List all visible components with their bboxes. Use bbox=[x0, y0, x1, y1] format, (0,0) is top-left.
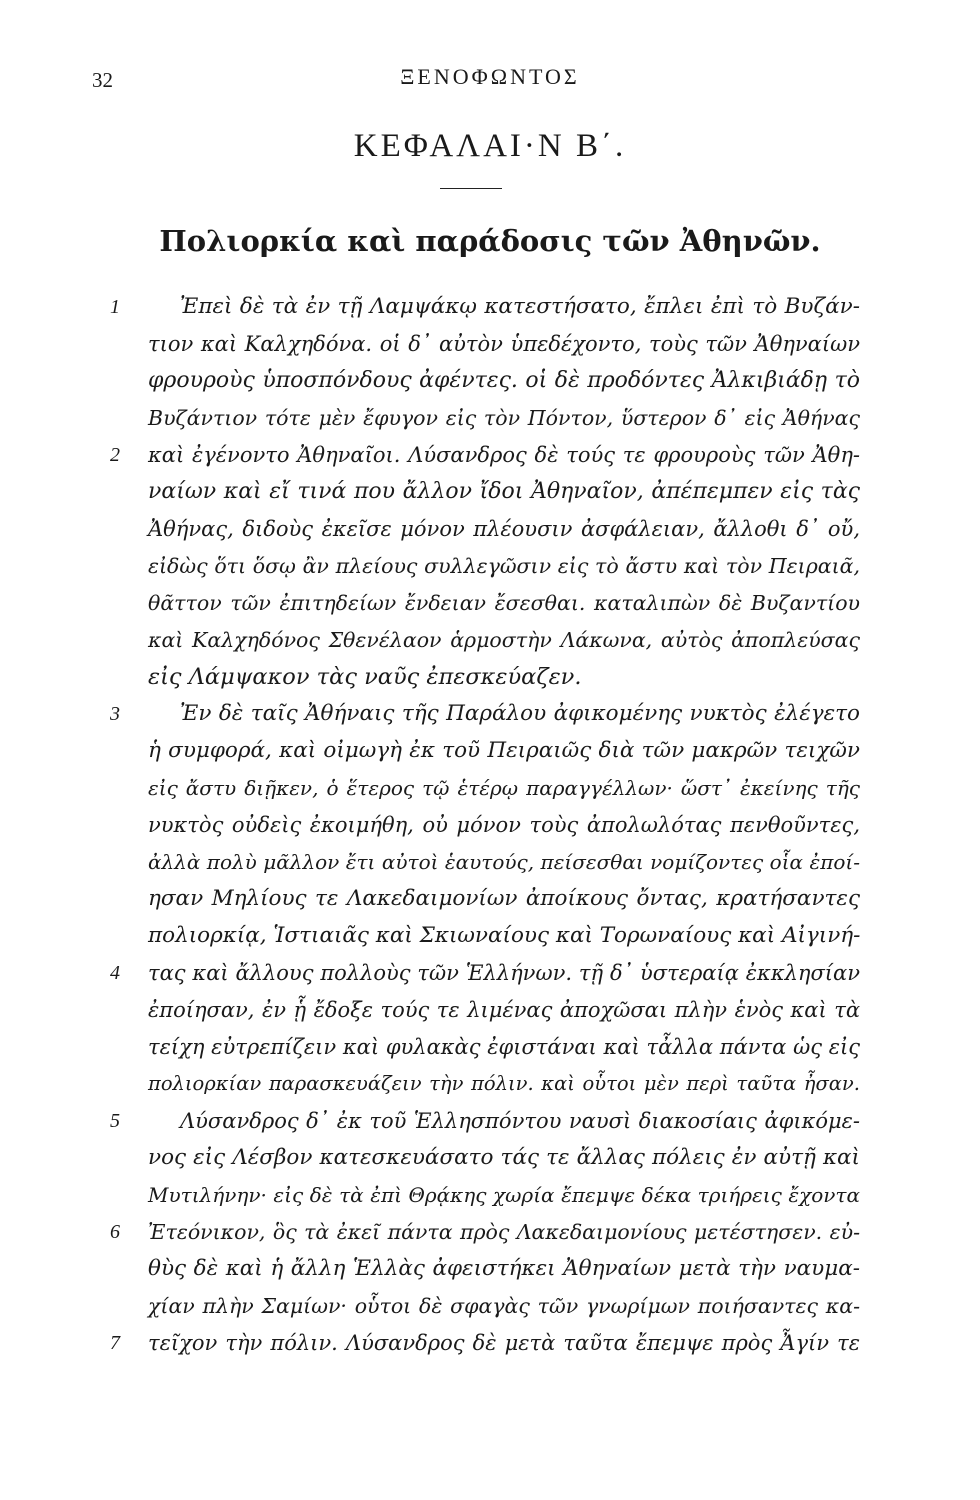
text-line: πολιορκίαν παρασκευάζειν τὴν πόλιν. καὶ οὗτοι μὲν περὶ ταῦτα ἦσαν. bbox=[148, 1072, 860, 1095]
text-line: Λύσανδρος δ᾽ ἐκ τοῦ Ἑλλησπόντου ναυσὶ διακοσίαις ἀφικόμε- bbox=[180, 1109, 860, 1133]
section-number: 4 bbox=[110, 962, 120, 984]
text-line: ἐποίησαν, ἐν ᾗ ἔδοξε τούς τε λιμένας ἀποχῶσαι πλὴν ἑνὸς καὶ τὰ bbox=[148, 998, 860, 1022]
section-number: 1 bbox=[110, 296, 120, 318]
text-line: θὺς δὲ καὶ ἡ ἄλλη Ἑλλὰς ἀφειστήκει Ἀθηναίων μετὰ τὴν ναυμα- bbox=[148, 1256, 860, 1281]
page-number: 32 bbox=[92, 68, 113, 92]
text-line: εἰς Λάμψακον τὰς ναῦς ἐπεσκεύαζεν. bbox=[148, 664, 582, 690]
text-line: νος εἰς Λέσβον κατεσκευάσατο τάς τε ἄλλας πόλεις ἐν αὐτῇ καὶ bbox=[148, 1145, 860, 1170]
text-line: Ἐπεὶ δὲ τὰ ἐν τῇ Λαμψάκῳ κατεστήσατο, ἔπλει ἐπὶ τὸ Βυζάν- bbox=[180, 294, 860, 319]
text-line: ναίων καὶ εἴ τινά που ἄλλον ἴδοι Ἀθηναῖον, ἀπέπεμπεν εἰς τὰς bbox=[148, 479, 860, 504]
text-line: τιον καὶ Καλχηδόνα. οἱ δ᾽ αὐτὸν ὑπεδέχοντο, τοὺς τῶν Ἀθηναίων bbox=[148, 332, 860, 356]
section-heading: Πολιορκία καὶ παράδοσις τῶν Ἀθηνῶν. bbox=[159, 224, 821, 258]
section-number: 3 bbox=[110, 703, 120, 725]
text-line: Ἐτεόνικον, ὃς τὰ ἐκεῖ πάντα πρὸς Λακεδαιμονίους μετέστησεν. εὐ- bbox=[148, 1220, 860, 1244]
text-line: Ἐν δὲ ταῖς Ἀθήναις τῆς Παράλου ἀφικομένης νυκτὸς ἐλέγετο bbox=[180, 701, 860, 726]
text-line: Μυτιλήνην· εἰς δὲ τὰ ἐπὶ Θρᾴκης χωρία ἔπεμψε δέκα τριήρεις ἔχοντα bbox=[148, 1183, 860, 1207]
text-line: ἀλλὰ πολὺ μᾶλλον ἔτι αὐτοὶ ἑαυτούς, πείσεσθαι νομίζοντες οἷα ἐποί- bbox=[148, 850, 860, 874]
section-number: 2 bbox=[110, 444, 120, 466]
text-line: νυκτὸς οὐδεὶς ἐκοιμήθη, οὐ μόνον τοὺς ἀπολωλότας πενθοῦντες, bbox=[148, 813, 860, 837]
text-line: θᾶττον τῶν ἐπιτηδείων ἔνδειαν ἔσεσθαι. καταλιπὼν δὲ Βυζαντίου bbox=[148, 591, 860, 615]
text-line: τείχη εὐτρεπίζειν καὶ φυλακὰς ἐφιστάναι καὶ τἆλλα πάντα ὡς εἰς bbox=[148, 1035, 860, 1059]
text-line: χίαν πλὴν Σαμίων· οὗτοι δὲ σφαγὰς τῶν γνωρίμων ποιήσαντες κα- bbox=[148, 1294, 860, 1318]
running-head: ΞΕΝΟΦΩΝΤΟΣ bbox=[400, 64, 580, 89]
text-line: τεῖχον τὴν πόλιν. Λύσανδρος δὲ μετὰ ταῦτα ἔπεμψε πρὸς Ἆγίν τε bbox=[148, 1331, 860, 1355]
text-line: τας καὶ ἄλλους πολλοὺς τῶν Ἑλλήνων. τῇ δ᾽ ὑστεραίᾳ ἐκκλησίαν bbox=[148, 961, 860, 985]
text-line: καὶ Καλχηδόνος Σθενέλαον ἁρμοστὴν Λάκωνα, αὐτὸς ἀποπλεύσας bbox=[148, 628, 860, 652]
section-number: 6 bbox=[110, 1221, 120, 1243]
section-number: 5 bbox=[110, 1110, 120, 1132]
text-line: πολιορκίᾳ, Ἱστιαιᾶς καὶ Σκιωναίους καὶ Τορωναίους καὶ Αἰγινή- bbox=[148, 923, 861, 948]
title-rule bbox=[440, 188, 502, 189]
section-number: 7 bbox=[110, 1332, 120, 1354]
text-line: ἡ συμφορά, καὶ οἰμωγὴ ἐκ τοῦ Πειραιῶς διὰ τῶν μακρῶν τειχῶν bbox=[148, 738, 860, 763]
text-line: φρουροὺς ὑποσπόνδους ἀφέντες. οἱ δὲ προδόντες Ἀλκιβιάδῃ τὸ bbox=[148, 368, 860, 393]
text-line: εἰδὼς ὅτι ὅσῳ ἂν πλείους συλλεγῶσιν εἰς τὸ ἄστυ καὶ τὸν Πειραιᾶ, bbox=[148, 554, 860, 578]
chapter-title: ΚΕΦΑΛΑΙ·Ν Β΄. bbox=[353, 128, 627, 164]
text-line: εἰς ἄστυ διῇκεν, ὁ ἕτερος τῷ ἑτέρῳ παραγγέλλων· ὥστ᾽ ἐκείνης τῆς bbox=[148, 776, 860, 800]
text-line: ησαν Μηλίους τε Λακεδαιμονίων ἀποίκους ὄντας, κρατήσαντες bbox=[148, 886, 860, 911]
text-line: καὶ ἐγένοντο Ἀθηναῖοι. Λύσανδρος δὲ τούς τε φρουροὺς τῶν Ἀθη- bbox=[148, 443, 860, 467]
text-line: Βυζάντιον τότε μὲν ἔφυγον εἰς τὸν Πόντον, ὕστερον δ᾽ εἰς Ἀθήνας bbox=[148, 406, 860, 430]
text-line: Ἀθήνας, διδοὺς ἐκεῖσε μόνον πλέουσιν ἀσφάλειαν, ἄλλοθι δ᾽ οὔ, bbox=[148, 517, 860, 541]
